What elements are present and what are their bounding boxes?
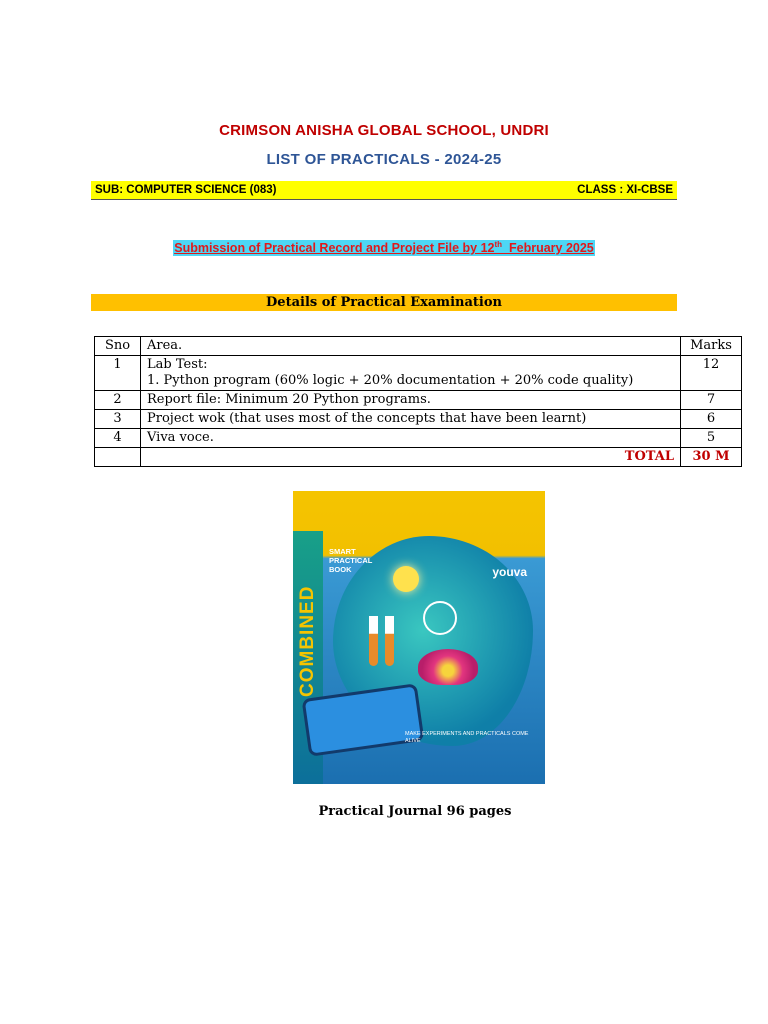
row-sno: 3 <box>95 410 141 429</box>
lightbulb-icon <box>393 566 419 592</box>
submission-text: Submission of Practical Record and Project File by 12 <box>174 241 495 255</box>
table-row <box>95 429 742 448</box>
table-row <box>95 410 742 429</box>
total-label: TOTAL <box>141 448 681 467</box>
row-area-line: 1. Python program (60% logic + 20% documentation + 20% code quality) <box>147 373 634 388</box>
submission-notice <box>0 237 768 256</box>
journal-caption: Practical Journal 96 pages <box>318 804 512 819</box>
subject-label: SUB: COMPUTER SCIENCE (083) <box>95 184 277 196</box>
cover-tagline: MAKE EXPERIMENTS AND PRACTICALS COME ALIVE <box>405 731 529 744</box>
cover-combined-text: COMBINED <box>297 585 318 697</box>
class-label: CLASS : XI-CBSE <box>577 184 673 196</box>
row-sno: 4 <box>95 429 141 448</box>
header-marks: Marks <box>681 337 742 356</box>
test-tube-icon <box>369 616 378 666</box>
submission-superscript: th <box>494 239 503 249</box>
practical-marks-table <box>94 336 742 467</box>
row-marks: 5 <box>681 429 742 448</box>
row-sno: 1 <box>95 356 141 391</box>
atom-icon <box>423 601 457 635</box>
table-row <box>95 356 742 391</box>
document-title: LIST OF PRACTICALS - 2024-25 <box>266 151 502 168</box>
table-header-row <box>95 337 742 356</box>
row-sno: 2 <box>95 391 141 410</box>
school-name: CRIMSON ANISHA GLOBAL SCHOOL, UNDRI <box>219 122 549 139</box>
header-area: Area. <box>141 337 681 356</box>
submission-date: February 2025 <box>502 241 594 255</box>
row-area: Viva voce. <box>141 429 681 448</box>
cover-series-line: SMART <box>329 547 356 556</box>
row-marks: 12 <box>681 356 742 391</box>
row-area: Report file: Minimum 20 Python programs. <box>141 391 681 410</box>
practical-journal-cover-image <box>293 491 545 784</box>
subject-bar <box>91 181 677 200</box>
header-sno: Sno <box>95 337 141 356</box>
row-marks: 7 <box>681 391 742 410</box>
cover-series-line: PRACTICAL <box>329 556 373 565</box>
table-row <box>95 391 742 410</box>
row-marks: 6 <box>681 410 742 429</box>
total-row <box>95 448 742 467</box>
row-area <box>141 356 681 391</box>
cover-series-title <box>329 547 372 574</box>
total-value: 30 M <box>681 448 742 467</box>
submission-highlight <box>173 240 595 256</box>
flower-icon <box>418 649 478 685</box>
row-area-line: Lab Test: <box>147 357 208 372</box>
youva-logo: youva <box>492 565 527 579</box>
cover-series-line: BOOK <box>329 565 352 574</box>
row-area: Project wok (that uses most of the concepts that have been learnt) <box>141 410 681 429</box>
details-heading: Details of Practical Examination <box>91 294 677 311</box>
total-sno-empty <box>95 448 141 467</box>
test-tube-icon <box>385 616 394 666</box>
